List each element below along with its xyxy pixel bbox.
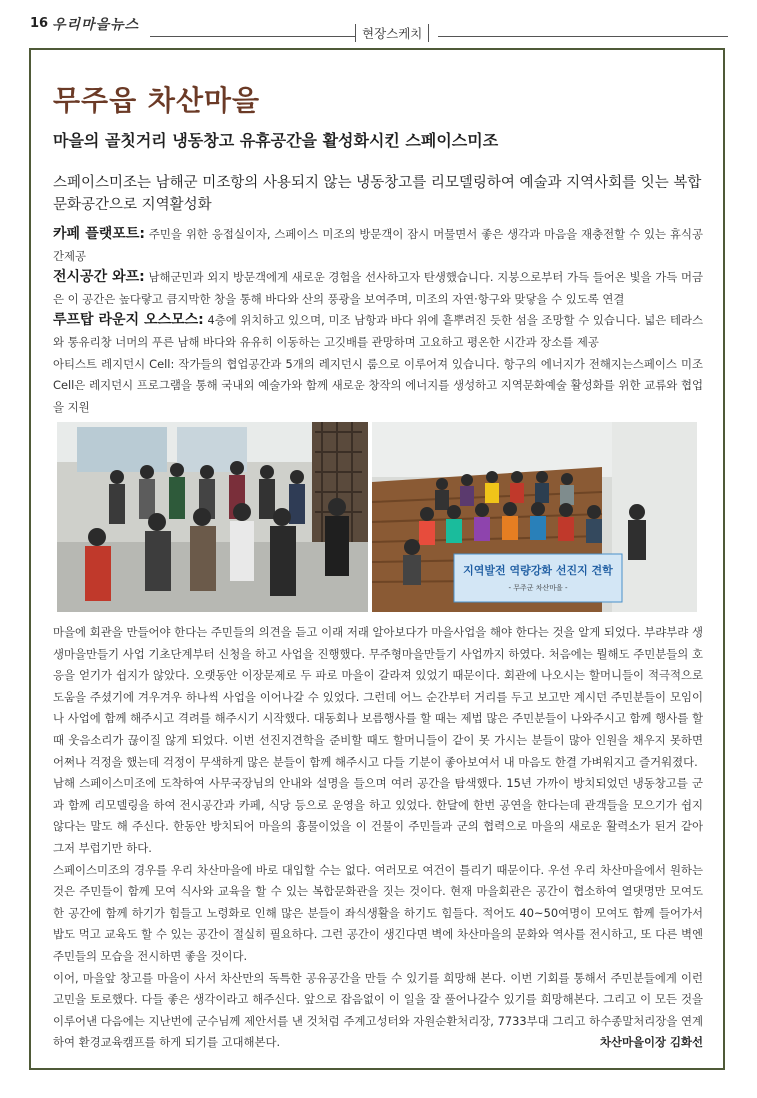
- article-body: [53, 622, 703, 1054]
- feature-list: [53, 224, 703, 418]
- feature-text: 4층에 위치하고 있으며, 미조 남항과 바다 위에 흩뿌려진 듯한 섬을 조망할 수 있습니다. 넓은 테라스와 통유리창 너머의 푸른 남해 바다와 유유히 이동하는 고깃배를 관망하며 고요하고 평온한 시간과 장소를 제공: [53, 313, 703, 349]
- banner-title: 지역발전 역량강화 선진지 견학: [463, 564, 613, 577]
- feature-item: [53, 310, 703, 353]
- photo-indoor-tour: [57, 422, 368, 612]
- feature-name: 카페 플랫포트:: [53, 226, 145, 242]
- feature-text: 남해군민과 외지 방문객에게 새로운 경험을 선사하고자 탄생했습니다. 지붕으로부터 가득 들어온 빛을 가득 머금은 이 공간은 높다랗고 큼지막한 창을 통해 바다와 산의 풍광을 보여주며, 미조의 자연·항구와 맞닿을 수 있도록 연결: [53, 270, 703, 306]
- body-paragraph: 남해 스페이스미조에 도착하여 사무국장님의 안내와 설명을 들으며 여러 공간을 탐색했다. 15년 가까이 방치되었던 냉동창고를 군과 함께 리모델링을 하여 전시공간과 카페, 식당 등으로 운영을 하고 있었다. 한달에 한번 공연을 한다는데 관객들을 모으기가 쉽지 않다는 말도 해 주신다. 한동안 방치되어 마을의 흉물이었을 이 건물이 주민들과 군의 협력으로 마을의 새로운 활력소가 된거 같아 그저 부럽기만 하다.: [53, 776, 703, 855]
- feature-item: [53, 224, 703, 267]
- page-number: 16: [30, 16, 49, 31]
- author-signature: 차산마을이장 김화선: [600, 1035, 703, 1050]
- header-rule-left: [150, 36, 355, 37]
- residency-paragraph: 아티스트 레지던시 Cell: 작가들의 협업공간과 5개의 레지던시 룸으로 이루어져 있습니다. 항구의 에너지가 전해지는스페이스 미조 Cell은 레지던시 프로그램을 통해 국내외 예술가와 함께 새로운 창작의 에너지를 생성하고 지역문화예술 활성화를 위한 교류와 협업을 지원: [53, 356, 703, 414]
- banner-subtitle: - 무주군 차산마을 -: [508, 584, 568, 592]
- feature-name: 루프탑 라운지 오스모스:: [53, 312, 204, 329]
- body-paragraph: 스페이스미조의 경우를 우리 차산마을에 바로 대입할 수는 없다. 여러모로 여건이 틀리기 때문이다. 우선 우리 차산마을에서 원하는 것은 주민들이 함께 모여 식사와 교육을 할 수 있는 복합문화관을 짓는 것이다. 현재 마을회관은 공간이 협소하여 열댓명만 모여도 한 공간에 함께 하기가 힘들고 노령화로 인해 많은 분들이 좌식생활을 하기도 힘들다. 적어도 40~50여명이 모여도 함께 들어가서 밥도 먹고 교육도 할 수 있는 공간이 절실히 필요하다. 그런 공간이 생긴다면 벽에 차산마을의 문화와 역사를 전시하고, 또 다른 벽엔 주민들의 모습을 전시하면 좋을 것이다.: [53, 862, 703, 963]
- publication-logo: 우리마을뉴스: [52, 17, 140, 33]
- body-paragraph: 마을에 회관을 만들어야 한다는 주민들의 의견을 듣고 이래 저래 알아보다가 마을사업을 해야 한다는 것을 알게 되었다. 부랴부랴 생생마을만들기 사업 기초단계부터 신청을 하고 사업을 진행했다. 무주형마을만들기 사업까지 하였다. 처음에는 뭘해도 주민분들의 호응을 얻기가 쉽지가 않았다. 오랫동안 이장문제로 두 파로 마을이 갈라져 있었기 때문이다. 회관에 나오시는 할머니들이 적극적으로 도움을 주셨기에 겨우겨우 하나씩 사업을 이어나갈 수 있었다. 그런데 어느 순간부터 거리를 두고 보고만 계시던 주민분들이 모임이나 사업에 함께 해주시고 격려를 해주시기 시작했다. 대동회나 보름행사를 할 때는 제법 많은 주민분들이 나와주시고 함께 행사를 할 때 웃음소리가 끊이질 않게 되었다. 이번 선진지견학을 준비할 때도 할머니들이 같이 못 가시는 분들이 많아 인원을 채우지 못하면 어쩌나 걱정을 했는데 걱정이 무색하게 많은 분들이 함께 해주시고 다들 기분이 좋아보여서 내 마음도 한결 가벼워지고 즐거워졌다.: [53, 625, 703, 769]
- body-paragraph: [53, 968, 703, 1054]
- page-header: [30, 14, 728, 40]
- photo-group-banner: [372, 422, 697, 612]
- header-rule-right: [438, 36, 728, 37]
- article-subtitle: 마을의 골칫거리 냉동창고 유휴공간을 활성화시킨 스페이스미조: [53, 131, 499, 150]
- feature-item: [53, 267, 703, 310]
- article-lead: 스페이스미조는 남해군 미조항의 사용되지 않는 냉동창고를 리모델링하여 예술과 지역사회를 잇는 복합문화공간으로 지역활성화: [53, 175, 702, 213]
- feature-name: 전시공간 와프:: [53, 269, 145, 286]
- feature-text: 주민을 위한 응접실이자, 스페이스 미조의 방문객이 잠시 머물면서 좋은 생각과 마음을 재충전할 수 있는 휴식공간제공: [53, 227, 703, 263]
- body-paragraph-text: 이어, 마을앞 창고를 마을이 사서 차산만의 독특한 공유공간을 만들 수 있기를 희망해 본다. 이번 기회를 통해서 주민분들에게 이런 고민을 토로했다. 다들 좋은 생각이라고 해주신다. 앞으로 잡음없이 이 일을 잘 풀어나갈수 있기를 희망해본다. 그리고 이 모든 것을 이루어낸 다음에는 지난번에 군수님께 제안서를 낸 것처럼 주계고성터와 자원순환처리장, 7733부대 그리고 하수종말처리장을 연계하여 환경교육캠프를 하게 되기를 고대해본다.: [53, 970, 703, 1050]
- section-label: 현장스케치: [355, 24, 429, 42]
- article-title: 무주읍 차산마을: [53, 84, 261, 117]
